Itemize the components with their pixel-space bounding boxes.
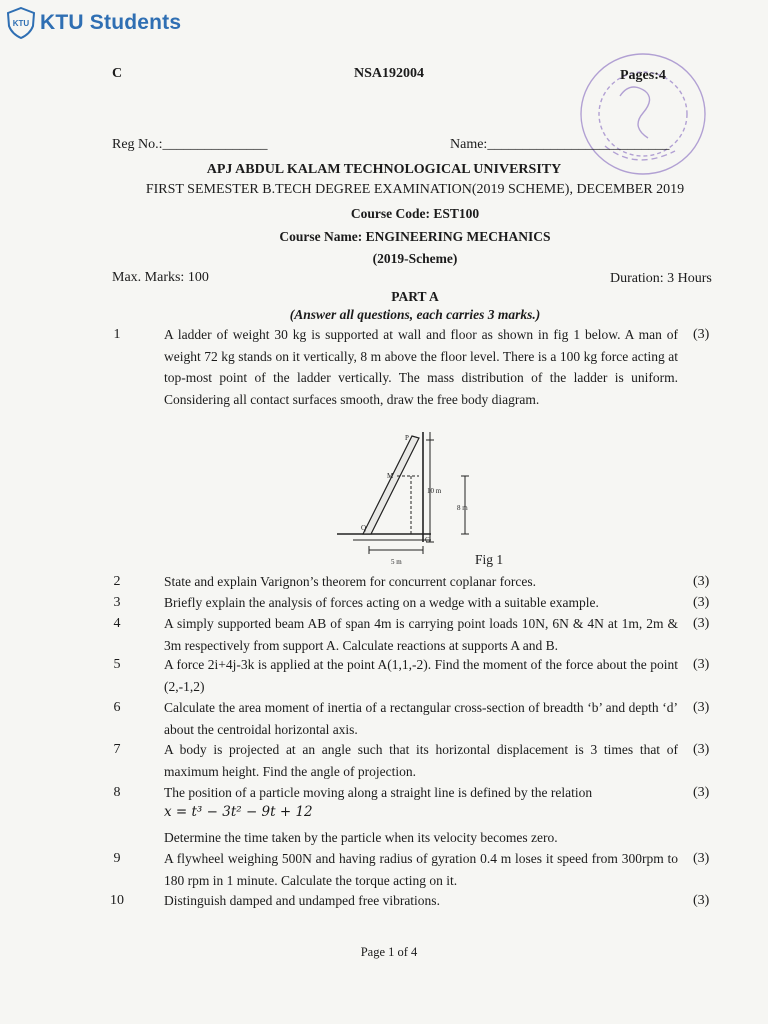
question-number: 5 (113, 657, 121, 672)
question-number: 10 (110, 893, 124, 908)
figure-caption: Fig 1 (475, 552, 504, 567)
question-text: Calculate the area moment of inertia of a rectangular cross-section of breadth ‘b’ and depth ‘d’ about the centroidal horizontal axis. (164, 700, 678, 737)
question-text: State and explain Varignon’s theorem for concurrent coplanar forces. (164, 574, 536, 589)
ktu-students-logo (6, 6, 181, 40)
question-marks: (3) (693, 657, 710, 672)
question-marks: (3) (693, 595, 710, 610)
question-marks: (3) (693, 742, 710, 757)
course-name: Course Name: ENGINEERING MECHANICS (279, 229, 551, 244)
question-number: 8 (113, 785, 121, 800)
question-marks: (3) (693, 616, 710, 631)
reg-no-field: Reg No.:_______________ (112, 137, 268, 152)
label-10m: 10 m (427, 487, 442, 495)
question-text: A force 2i+4j-3k is applied at the point A(1,1,-2). Find the moment of the force about the point (2,-1,2) (164, 657, 678, 694)
label-5m: 5 m (391, 558, 402, 566)
question-marks: (3) (693, 893, 710, 908)
question-text: A body is projected at an angle such that its horizontal displacement is 3 times that of maximum height. Find the angle of projection. (164, 742, 678, 779)
question-text: Distinguish damped and undamped free vibrations. (164, 893, 440, 908)
ladder-figure (335, 430, 495, 570)
ktu-shield-icon (6, 7, 36, 39)
question-number: 1 (113, 327, 121, 342)
page-footer: Page 1 of 4 (360, 945, 418, 959)
exam-title: FIRST SEMESTER B.TECH DEGREE EXAMINATION(2019 SCHEME), DECEMBER 2019 (145, 182, 685, 197)
label-c: C (425, 536, 430, 544)
paper-set: C (112, 66, 123, 81)
page-count: Pages:4 (620, 68, 666, 83)
question-text: A simply supported beam AB of span 4m is carrying point loads 10N, 6N & 4N at 1m, 2m & 3m respectively from support A. Calculate reactions at supports A and B. (164, 616, 678, 653)
scheme: (2019-Scheme) (372, 251, 458, 266)
ladder-shape (363, 436, 419, 534)
logo-text: KTU Students (40, 11, 182, 34)
question-text: Briefly explain the analysis of forces acting on a wedge with a suitable example. (164, 595, 599, 610)
college-seal-stamp (565, 36, 735, 176)
question-number: 3 (113, 595, 121, 610)
question-marks: (3) (693, 327, 710, 342)
paper-code: NSA192004 (354, 66, 425, 81)
part-heading: PART A (391, 289, 439, 304)
name-field: Name:__________________________ (450, 137, 670, 152)
question-marks: (3) (693, 700, 710, 715)
question-number: 9 (113, 851, 121, 866)
question-number: 7 (113, 742, 121, 757)
duration: Duration: 3 Hours (610, 271, 712, 286)
label-m: M (387, 472, 394, 480)
question-text-continued: Determine the time taken by the particle when its velocity becomes zero. (164, 830, 558, 845)
part-instruction: (Answer all questions, each carries 3 marks.) (289, 307, 541, 322)
label-q: Q (361, 524, 367, 532)
question-text: A flywheel weighing 500N and having radius of gyration 0.4 m loses it speed from 300rpm to 180 rpm in 1 minute. Calculate the torque acting on it. (164, 851, 678, 888)
question-marks: (3) (693, 785, 710, 800)
question-equation: x = t³ − 3t² − 9t + 12 (164, 804, 313, 820)
question-marks: (3) (693, 851, 710, 866)
label-p: P (405, 434, 409, 442)
question-text: A ladder of weight 30 kg is supported at wall and floor as shown in fig 1 below. A man of weight 72 kg stands on it vertically, 8 m above the floor level. There is a 100 kg force acting at top-most point of the ladder vertically. The mass distribution of the ladder is uniform. Considering all contact surfaces smooth, draw the free body diagram. (164, 327, 678, 407)
question-number: 2 (113, 574, 121, 589)
course-code: Course Code: EST100 (350, 206, 480, 221)
max-marks: Max. Marks: 100 (112, 270, 209, 285)
question-text: The position of a particle moving along a straight line is defined by the relation (164, 785, 593, 800)
question-marks: (3) (693, 574, 710, 589)
question-number: 4 (113, 616, 121, 631)
logo-badge-text: KTU (12, 19, 30, 28)
university-name: APJ ABDUL KALAM TECHNOLOGICAL UNIVERSITY (206, 162, 562, 177)
label-8m: 8 m (457, 504, 468, 512)
question-number: 6 (113, 700, 121, 715)
